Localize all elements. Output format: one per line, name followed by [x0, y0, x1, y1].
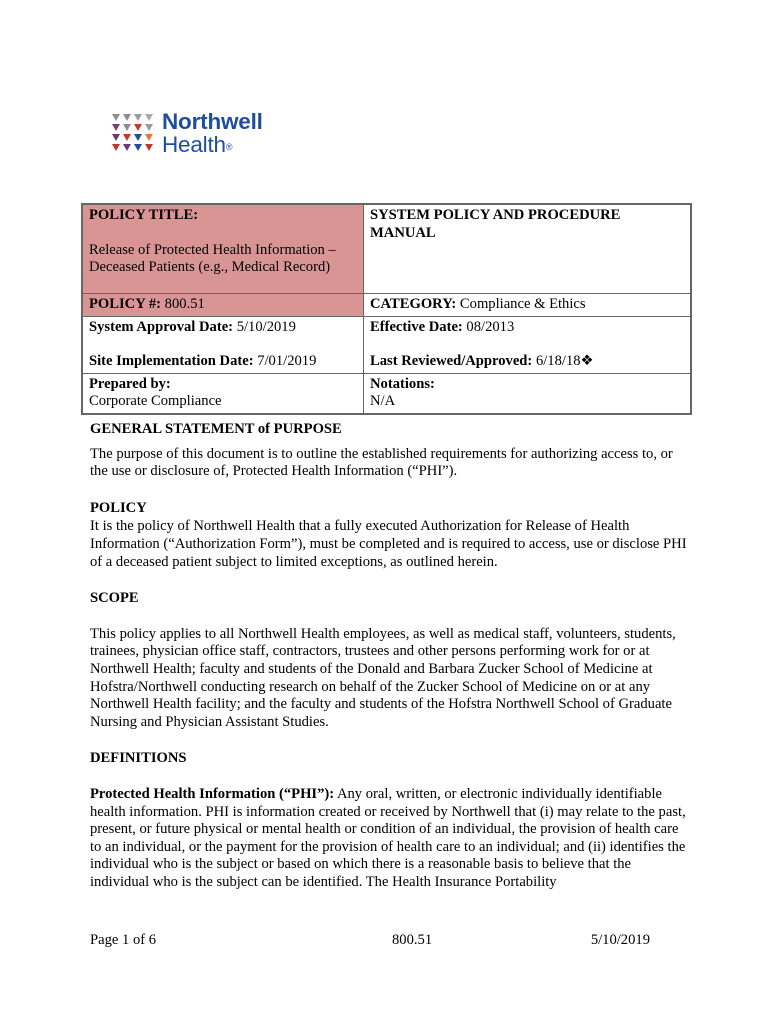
table-row — [82, 373, 691, 414]
prepared-by-cell — [82, 373, 364, 414]
registered-mark: ® — [225, 142, 233, 152]
last-reviewed-label: Last Reviewed/Approved: — [370, 353, 533, 370]
purpose-text: The purpose of this document is to outline the established requirements for authorizing access to, or the use or disclosure of, Protected Health Information (“PHI”). — [90, 445, 673, 480]
category-cell — [364, 294, 692, 317]
footer-date: 5/10/2019 — [590, 932, 650, 948]
footer-page-number: Page 1 of 6 — [90, 932, 157, 948]
policy-number-cell — [82, 294, 364, 317]
logo-line-health — [162, 134, 263, 156]
table-row — [82, 204, 691, 294]
phi-text: Any oral, written, or electronic individually identifiable health information. PHI is information created or received by Northwell that (i) may relate to the past, present, or future physical or mental health or condition of an individual, the provision of health care to an individual, or the payment for the provision of health care to an individual; and (ii) identifies the individual who is the subject or based on which there is a reasonable basis to believe that the individual who is the subject can be identified. The Health Insurance Portability — [90, 785, 686, 890]
dates-left-cell — [82, 316, 364, 373]
page-footer — [90, 932, 650, 950]
logo-health-text: Health — [162, 132, 226, 157]
policy-number-label: POLICY #: — [89, 296, 162, 312]
policy-heading: POLICY — [90, 499, 147, 516]
purpose-heading: GENERAL STATEMENT of PURPOSE — [90, 421, 342, 437]
notations-cell — [364, 373, 692, 414]
category-label: CATEGORY: — [370, 296, 457, 312]
prepared-by-value: Corporate Compliance — [89, 393, 222, 410]
category-value: Compliance & Ethics — [456, 296, 586, 312]
notations-value: N/A — [370, 393, 396, 410]
last-reviewed-value: 6/18/18❖ — [532, 353, 594, 370]
effective-date-label: Effective Date: — [370, 318, 463, 335]
approval-date-value: 5/10/2019 — [233, 318, 296, 335]
scope-text: This policy applies to all Northwell Health employees, as well as medical staff, volunteers, students, trainees, physician office staff, contractors, trustees and other persons performing work for or at Northwell Health; faculty and students of the Donald and Barbara Zucker School of Medicine at Hofstra/Northwell conducting research on behalf of the Zucker School of Medicine on or at any Northwell Health facility; and the faculty and students of the Hofstra Northwell School of Graduate Nursing and Physician Assistant Studies. — [90, 625, 676, 730]
effective-date-value: 08/2013 — [462, 318, 515, 335]
logo-wordmark — [162, 110, 263, 156]
manual-label: SYSTEM POLICY AND PROCEDURE MANUAL — [370, 207, 621, 241]
prepared-by-label: Prepared by: — [89, 375, 171, 392]
phi-term: Protected Health Information (“PHI”): — [90, 785, 335, 802]
policy-title-value: Release of Protected Health Information – Deceased Patients (e.g., Medical Record) — [89, 241, 336, 276]
policy-number-value: 800.51 — [161, 296, 205, 312]
logo-mark-icon — [110, 112, 156, 156]
scope-heading: SCOPE — [90, 590, 139, 607]
footer-policy-number: 800.51 — [392, 932, 433, 948]
policy-title-cell — [82, 204, 364, 294]
document-body — [90, 421, 690, 891]
notations-label: Notations: — [370, 375, 435, 392]
table-row — [82, 294, 691, 317]
approval-date-label: System Approval Date: — [89, 318, 234, 335]
phi-definition — [90, 786, 690, 892]
policy-title-label: POLICY TITLE: — [89, 207, 199, 223]
policy-header-table — [81, 203, 692, 415]
logo-line-northwell: Northwell — [162, 109, 263, 134]
table-row — [82, 316, 691, 373]
policy-text: It is the policy of Northwell Health that a fully executed Authorization for Release of Health Information (“Authorization Form”), must be completed and is required to access, use or disclose PHI of a deceased patient subject to limited exceptions, as outlined herein. — [90, 518, 687, 570]
northwell-logo — [110, 110, 285, 158]
definitions-heading: DEFINITIONS — [90, 750, 187, 767]
dates-right-cell — [364, 316, 692, 373]
site-implementation-value: 7/01/2019 — [253, 353, 317, 370]
site-implementation-label: Site Implementation Date: — [89, 353, 254, 370]
manual-cell — [364, 204, 692, 294]
